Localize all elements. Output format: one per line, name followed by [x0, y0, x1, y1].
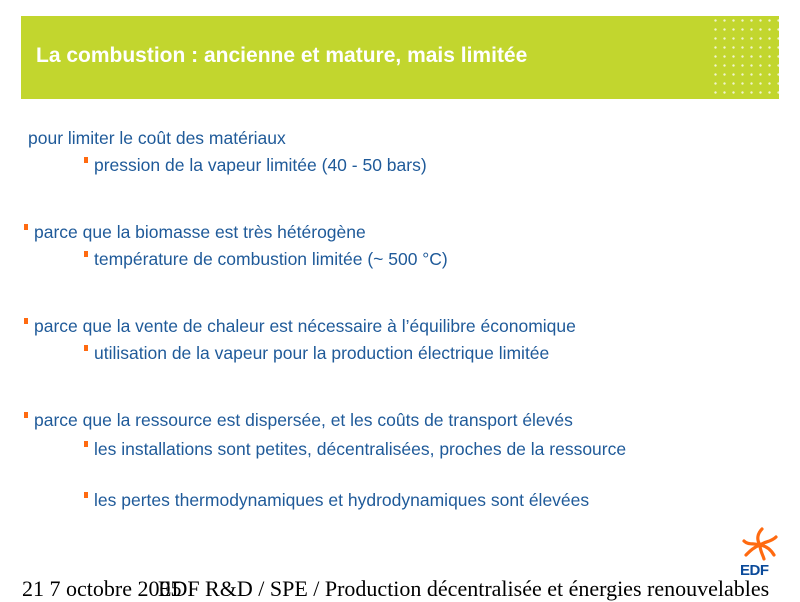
list-item-text: parce que la vente de chaleur est nécessaire à l’équilibre économique [34, 316, 576, 336]
list-item-text: pression de la vapeur limitée (40 - 50 bars) [94, 155, 427, 175]
list-item-text: utilisation de la vapeur pour la production électrique limitée [94, 343, 550, 363]
edf-logo-text: EDF [740, 562, 769, 579]
list-item [24, 222, 366, 242]
footer-text: EDF R&D / SPE / Production décentralisée et énergies renouvelables [158, 576, 770, 601]
bullet-icon [84, 157, 88, 163]
list-item [84, 155, 427, 175]
list-item-text: les installations sont petites, décentralisées, proches de la ressource [94, 439, 627, 459]
bullet-icon [84, 492, 88, 498]
bullet-icon [24, 224, 28, 230]
list-item-text: parce que la biomasse est très hétérogène [34, 222, 366, 242]
bullet-icon [84, 345, 88, 351]
list-item [84, 249, 448, 269]
list-item [84, 436, 704, 463]
bullet-icon [84, 441, 88, 447]
list-item [24, 410, 573, 430]
list-item-text: les pertes thermodynamiques et hydrodynamiques sont élevées [94, 490, 590, 510]
bullet-icon [24, 318, 28, 324]
list-item [28, 128, 286, 148]
list-item [84, 343, 549, 363]
list-item [84, 490, 589, 510]
list-item-text: pour limiter le coût des matériaux [28, 128, 286, 148]
footer-date: 21 7 octobre 2005 [22, 576, 182, 601]
list-item [24, 316, 576, 336]
list-item-text: parce que la ressource est dispersée, et les coûts de transport élevés [34, 410, 573, 430]
bullet-icon [84, 251, 88, 257]
list-item-text: température de combustion limitée (~ 500 °C) [94, 249, 448, 269]
slide-title: La combustion : ancienne et mature, mais limitée [36, 44, 528, 67]
bullet-icon [24, 412, 28, 418]
